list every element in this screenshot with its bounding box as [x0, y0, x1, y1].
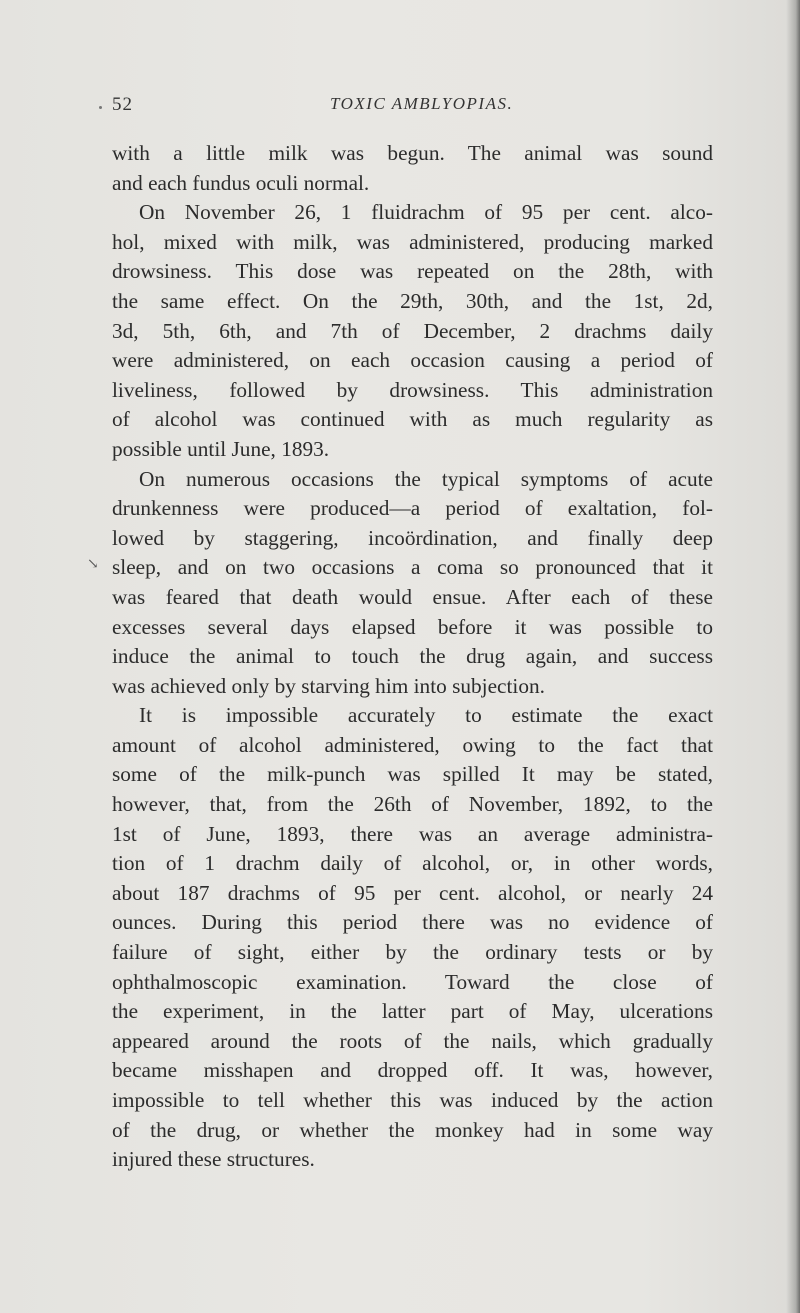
text-line: the experiment, in the latter part of May, ulcerations — [112, 999, 713, 1024]
text-line: of the drug, or whether the monkey had in some way — [112, 1117, 713, 1142]
margin-mark: ↘ — [87, 557, 99, 572]
text-line: however, that, from the 26th of November, 1892, to the — [112, 792, 713, 817]
page-edge-shadow — [786, 0, 800, 1313]
text-line: were administered, on each occasion causing a period of — [112, 348, 713, 373]
text-line: drunkenness were produced—a period of exaltation, fol- — [112, 496, 713, 521]
text-line: appeared around the roots of the nails, which gradually — [112, 1028, 713, 1053]
text-line: injured these structures. — [112, 1147, 315, 1172]
text-line: hol, mixed with milk, was administered, producing marked — [112, 229, 713, 254]
text-line: and each fundus oculi normal. — [112, 170, 370, 195]
text-line: drowsiness. This dose was repeated on the 28th, with — [112, 259, 713, 284]
text-line: On numerous occasions the typical symptoms of acute — [139, 466, 713, 491]
text-line: amount of alcohol administered, owing to the fact that — [112, 732, 713, 757]
text-line: On November 26, 1 fluidrachm of 95 per cent. alco- — [139, 200, 713, 225]
body-text — [112, 139, 713, 1175]
text-line: excesses several days elapsed before it was possible to — [112, 614, 713, 639]
text-line: impossible to tell whether this was induced by the action — [112, 1088, 713, 1112]
text-line: ounces. During this period there was no evidence of — [112, 910, 713, 935]
text-line: failure of sight, either by the ordinary tests or by — [112, 940, 713, 965]
page-number: 52 — [112, 94, 133, 115]
text-line: tion of 1 drachm daily of alcohol, or, in other words, — [112, 851, 713, 876]
text-line: about 187 drachms of 95 per cent. alcohol, or nearly 24 — [112, 880, 713, 905]
text-line: sleep, and on two occasions a coma so pronounced that it — [112, 555, 713, 580]
text-line: some of the milk-punch was spilled It may be stated, — [112, 762, 713, 787]
running-head: TOXIC AMBLYOPIAS. — [330, 94, 514, 113]
text-line: induce the animal to touch the drug again, and success — [112, 644, 713, 669]
text-line: 1st of June, 1893, there was an average administra- — [112, 821, 713, 846]
text-line: was feared that death would ensue. After each of these — [112, 584, 713, 609]
text-line: lowed by staggering, incoördination, and finally deep — [112, 525, 713, 550]
text-line: It is impossible accurately to estimate the exact — [139, 703, 713, 728]
text-line: the same effect. On the 29th, 30th, and the 1st, 2d, — [112, 288, 713, 313]
page-header — [112, 94, 712, 122]
text-line: 3d, 5th, 6th, and 7th of December, 2 drachms daily — [112, 318, 713, 343]
text-line: was achieved only by starving him into subjection. — [112, 673, 545, 698]
text-line: with a little milk was begun. The animal was sound — [112, 141, 713, 165]
text-line: possible until June, 1893. — [112, 436, 330, 461]
text-line: ophthalmoscopic examination. Toward the close of — [112, 969, 713, 994]
text-line: liveliness, followed by drowsiness. This administration — [112, 377, 713, 402]
print-speck — [99, 106, 102, 109]
text-line: of alcohol was continued with as much regularity as — [112, 407, 713, 432]
text-line: became misshapen and dropped off. It was, however, — [112, 1058, 713, 1083]
